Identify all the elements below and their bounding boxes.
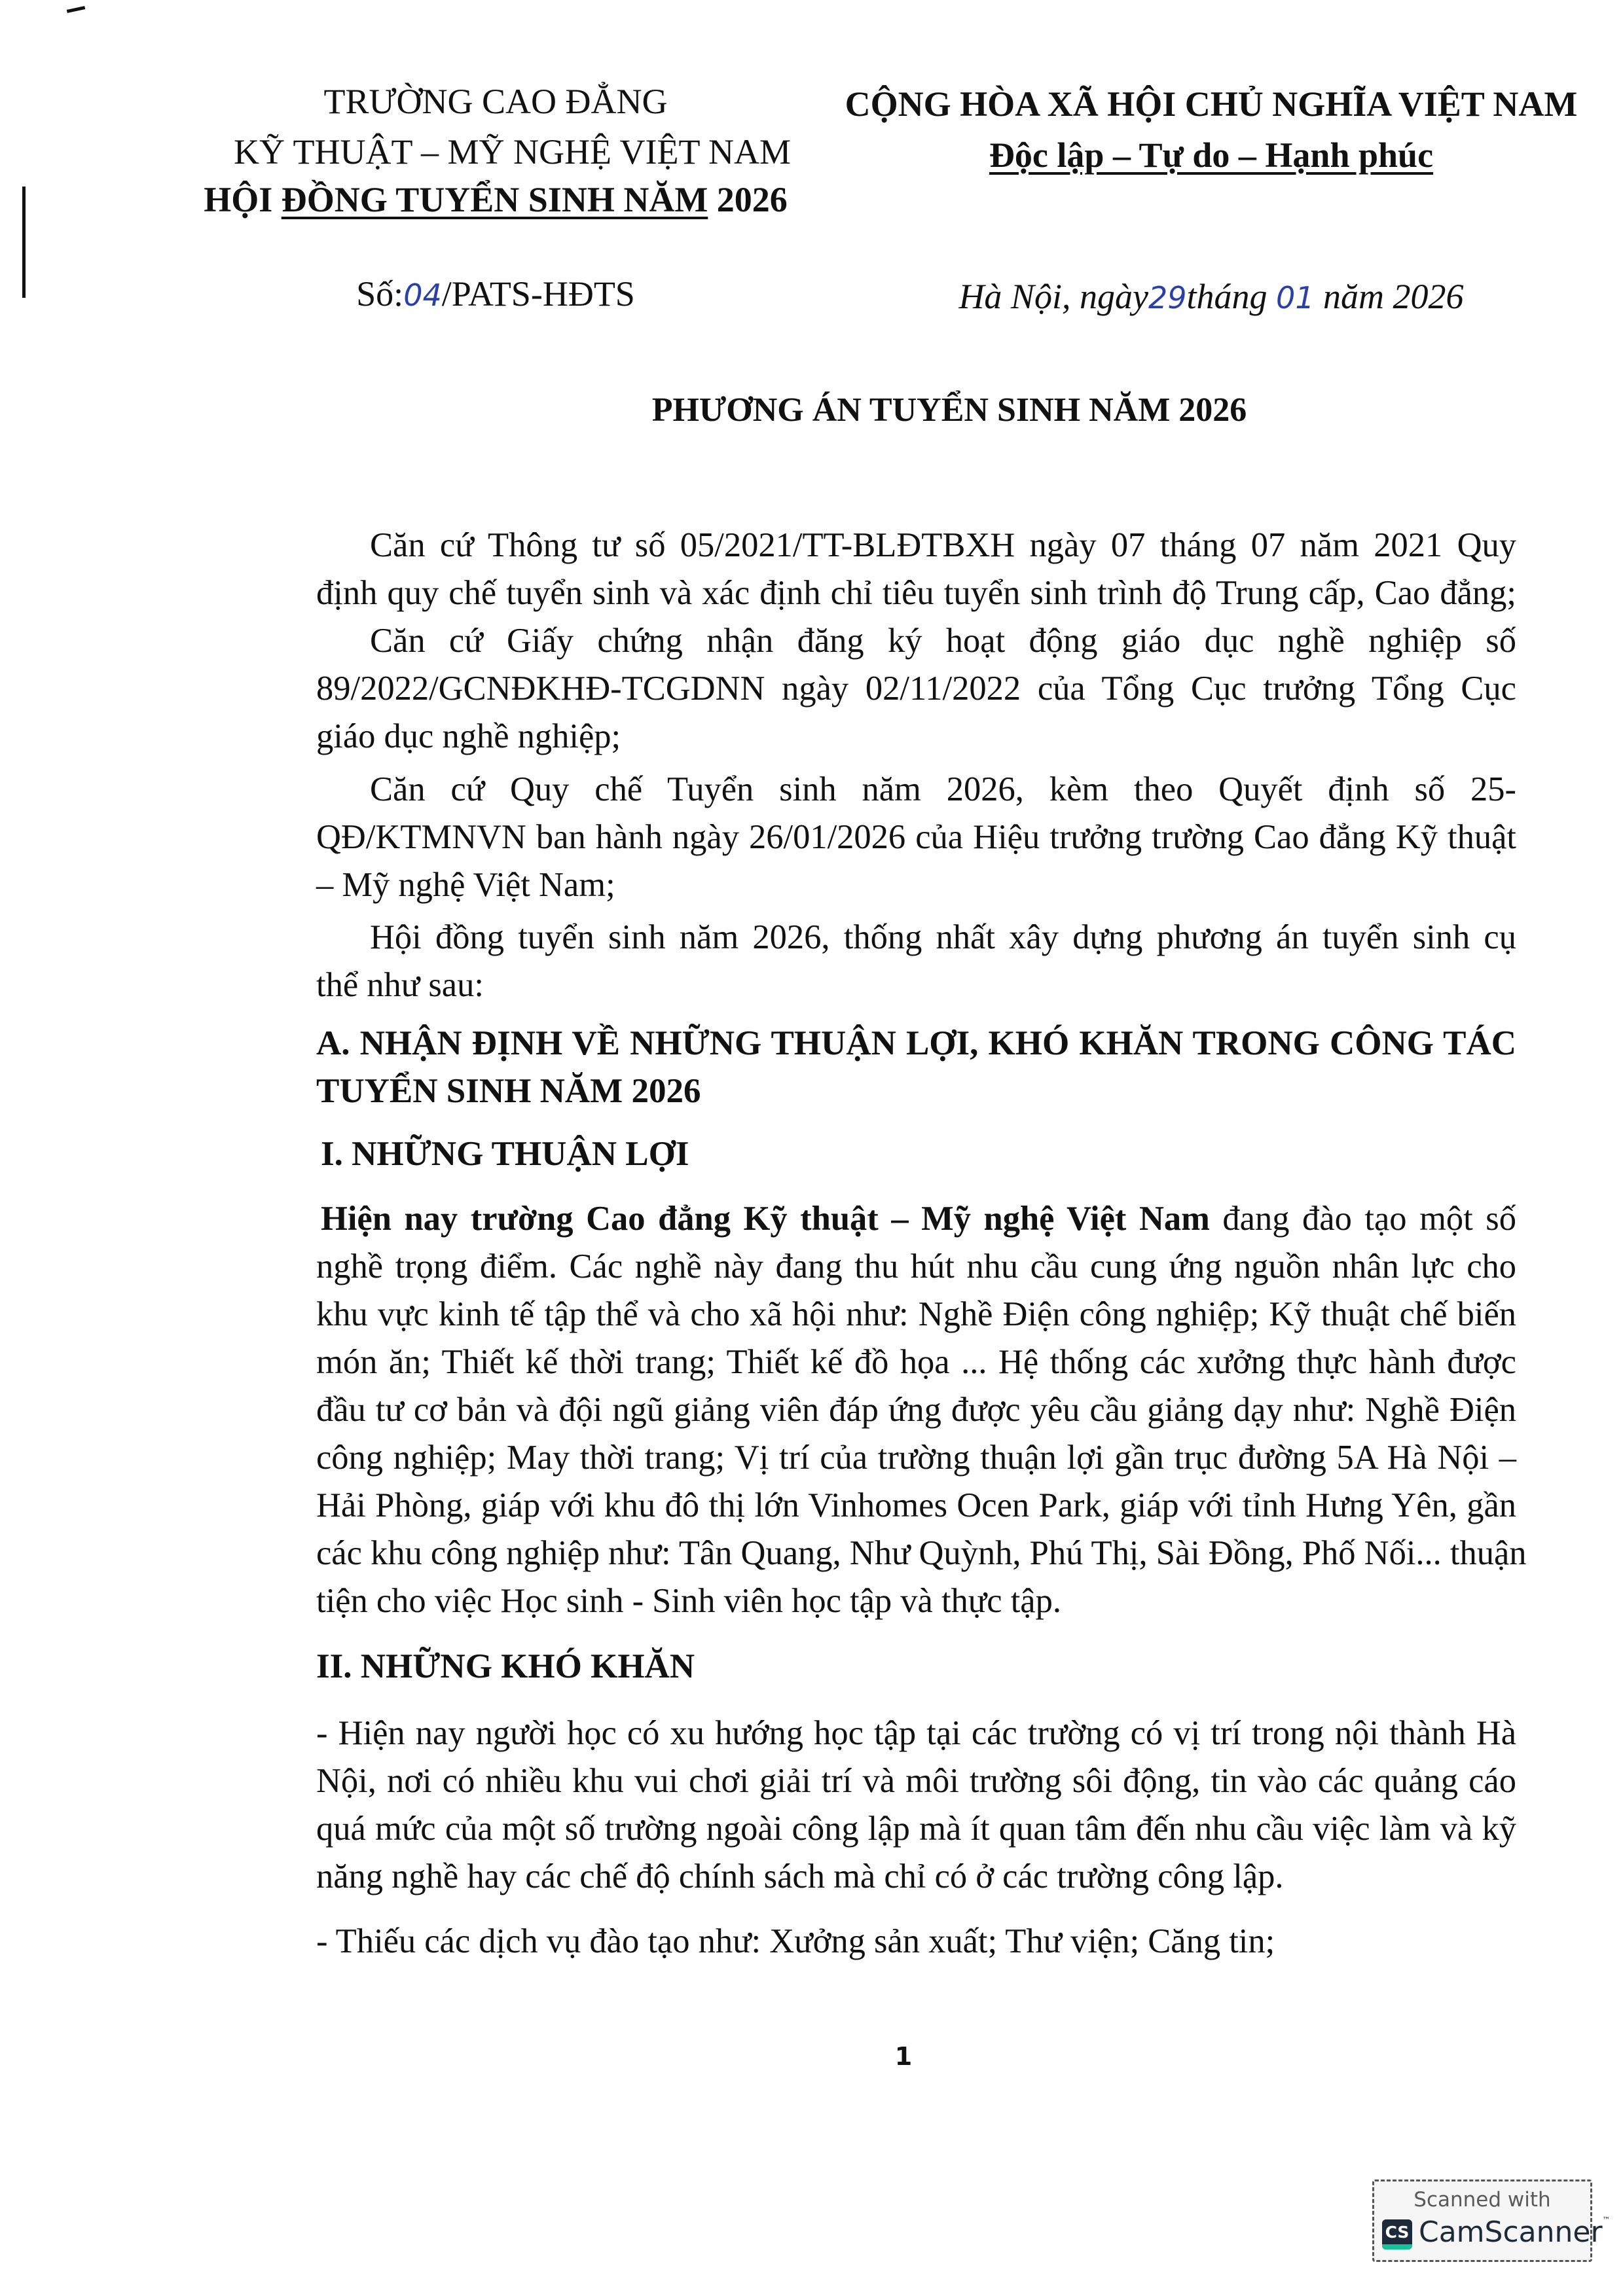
preamble-line: Căn cứ Quy chế Tuyển sinh năm 2026, kèm theo Quyết định số 25- — [370, 770, 1516, 808]
national-motto-text: Độc lập – Tự do – Hạnh phúc — [989, 135, 1434, 175]
document-number-handwritten: 04 — [403, 278, 442, 313]
national-motto — [845, 131, 1578, 179]
scanner-brand-text: CamScanner — [1419, 2215, 1603, 2249]
scan-mark-tick — [67, 6, 85, 13]
scan-mark-margin-line — [22, 187, 26, 298]
section-ii-line: - Hiện nay người học có xu hướng học tập tại các trường có vị trí trong nội thành Hà — [316, 1714, 1516, 1752]
section-i-line: Hải Phòng, giáp với khu đô thị lớn Vinhomes Ocen Park, giáp với tỉnh Hưng Yên, gần — [316, 1486, 1516, 1524]
section-i-lead — [321, 1195, 1516, 1243]
section-i-line: khu vực kinh tế tập thể và cho xã hội như: Nghề Điện công nghiệp; Kỹ thuật chế biến — [316, 1295, 1516, 1333]
section-ii-line: Nội, nơi có nhiều khu vui chơi giải trí và môi trường sôi động, tin vào các quảng cáo — [316, 1762, 1516, 1800]
preamble-line: QĐ/KTMNVN ban hành ngày 26/01/2026 của Hiệu trưởng trường Cao đẳng Kỹ thuật — [316, 818, 1516, 856]
section-i-heading: I. NHỮNG THUẬN LỢI — [321, 1135, 689, 1173]
preamble-line: – Mỹ nghệ Việt Nam; — [316, 866, 615, 904]
section-i-line: món ăn; Thiết kế thời trang; Thiết kế đồ họa ... Hệ thống các xưởng thực hành được — [316, 1343, 1516, 1381]
council-name-underlined: ĐỒNG TUYỂN SINH NĂM — [281, 180, 708, 219]
date-month-handwritten: 01 — [1276, 280, 1315, 315]
preamble-line: giáo dục nghề nghiệp; — [316, 717, 621, 755]
section-i-line: nghề trọng điểm. Các nghề này đang thu hút nhu cầu cung ứng nguồn nhân lực cho — [316, 1247, 1516, 1285]
section-i-line: tiện cho việc Học sinh - Sinh viên học tập và thực tập. — [316, 1582, 1061, 1620]
camscanner-logo-text: CS — [1385, 2223, 1410, 2242]
preamble-line: Căn cứ Thông tư số 05/2021/TT-BLĐTBXH ngày 07 tháng 07 năm 2021 Quy — [370, 526, 1516, 564]
section-ii-line: - Thiếu các dịch vụ đào tạo như: Xưởng sản xuất; Thư viện; Căng tin; — [316, 1922, 1275, 1960]
section-a-heading-line-2: TUYỂN SINH NĂM 2026 — [316, 1072, 701, 1110]
preamble-line: định quy chế tuyển sinh và xác định chỉ tiêu tuyển sinh trình độ Trung cấp, Cao đẳng; — [316, 574, 1516, 612]
preamble-line: Hội đồng tuyển sinh năm 2026, thống nhất xây dựng phương án tuyển sinh cụ — [370, 918, 1516, 956]
section-a-heading-line-1: A. NHẬN ĐỊNH VỀ NHỮNG THUẬN LỢI, KHÓ KHĂN TRONG CÔNG TÁC — [316, 1024, 1516, 1062]
document-number-label: Số: — [356, 274, 404, 314]
institution-name-line-2: KỸ THUẬT – MỸ NGHỆ VIỆT NAM — [234, 132, 792, 171]
section-i-line: các khu công nghiệp như: Tân Quang, Như Quỳnh, Phú Thị, Sài Đồng, Phố Nối... thuận — [316, 1534, 1527, 1572]
document-title: PHƯƠNG ÁN TUYỂN SINH NĂM 2026 — [651, 391, 1247, 429]
preamble-line: 89/2022/GCNĐKHĐ-TCGDNN ngày 02/11/2022 của Tổng Cục trưởng Tổng Cục — [316, 670, 1516, 708]
date-suffix: năm 2026 — [1314, 277, 1464, 316]
section-ii-line: quá mức của một số trường ngoài công lập mà ít quan tâm đến nhu cầu việc làm và kỹ — [316, 1810, 1516, 1848]
page-number: 1 — [894, 2042, 913, 2071]
council-name-prefix: HỘI — [204, 180, 282, 219]
section-i-line: đầu tư cơ bản và đội ngũ giảng viên đáp ứng được yêu cầu giảng dạy như: Nghề Điện — [316, 1391, 1516, 1429]
section-i-line: công nghiệp; May thời trang; Vị trí của trường thuận lợi gần trục đường 5A Hà Nội – — [316, 1439, 1516, 1477]
council-name — [201, 175, 790, 224]
preamble-line: thể như sau: — [316, 966, 484, 1004]
section-i-lead-bold: Hiện nay trường Cao đẳng Kỹ thuật – Mỹ nghệ Việt Nam — [321, 1200, 1210, 1238]
scanner-watermark-caption: Scanned with — [1413, 2188, 1551, 2212]
council-name-suffix: 2026 — [708, 180, 788, 219]
preamble-line: Căn cứ Giấy chứng nhận đăng ký hoạt động giáo dục nghề nghiệp số — [370, 622, 1516, 660]
section-i-lead-rest: đang đào tạo một số — [1209, 1200, 1516, 1238]
document-number-suffix: /PATS-HĐTS — [441, 274, 635, 314]
section-ii-heading: II. NHỮNG KHÓ KHĂN — [316, 1647, 695, 1685]
document-number — [234, 270, 757, 319]
scanner-brand-name — [1419, 2215, 1611, 2249]
date-prefix: Hà Nội, ngày — [958, 277, 1148, 316]
national-title: CỘNG HÒA XÃ HỘI CHỦ NGHĨA VIỆT NAM — [845, 84, 1578, 124]
date-mid: tháng — [1186, 277, 1276, 316]
camscanner-logo-icon — [1382, 2219, 1412, 2250]
document-date — [845, 272, 1578, 322]
trademark-symbol: ™ — [1602, 2215, 1611, 2225]
section-ii-line: năng nghề hay các chế độ chính sách mà chỉ có ở các trường công lập. — [316, 1857, 1284, 1895]
date-day-handwritten: 29 — [1148, 280, 1187, 315]
institution-name-line-1: TRƯỜNG CAO ĐẲNG — [323, 82, 668, 121]
scanner-watermark-badge — [1372, 2179, 1611, 2262]
